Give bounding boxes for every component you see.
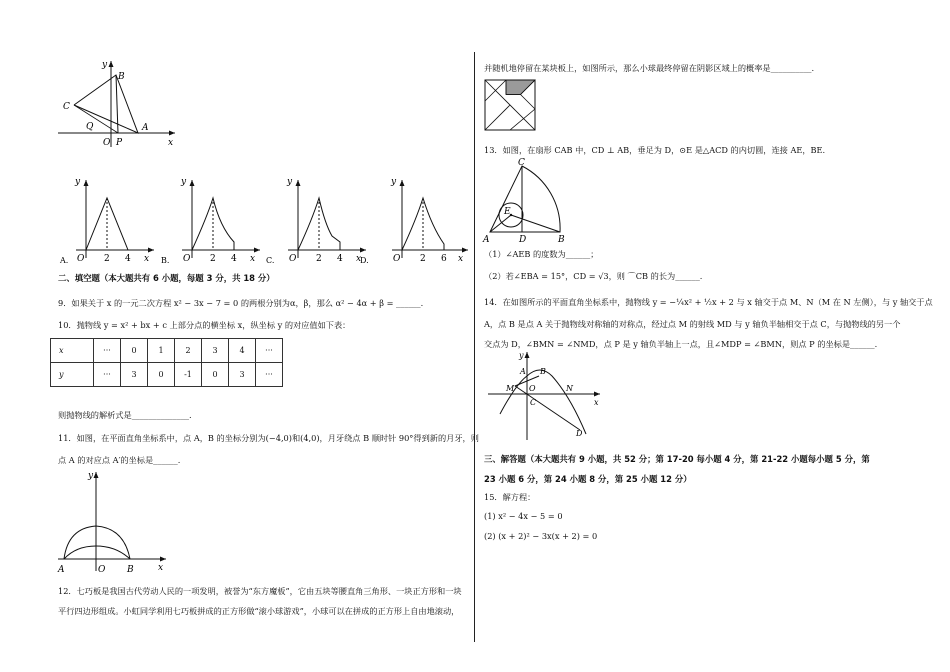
fig14-label-x: x: [594, 398, 599, 407]
axis-y: y: [287, 177, 293, 187]
axis-y: y: [391, 177, 397, 187]
origin: O: [183, 254, 191, 264]
question-13-part-1: （1）∠AEB 的度数为______；: [484, 249, 599, 259]
fig13-label-d: D: [519, 235, 527, 245]
fig11-label-x: x: [158, 563, 164, 573]
fig11-label-b: B: [127, 565, 134, 575]
option-label: B.: [161, 256, 170, 265]
question-15: 15．解方程：: [484, 492, 536, 502]
fig14-label-b: B: [540, 367, 546, 376]
fig-top-label-b: B: [118, 72, 125, 82]
section-3-title-line-2: 23 小题 6 分，第 24 小题 8 分，第 25 小题 12 分）: [484, 474, 692, 484]
option-label: D.: [360, 256, 369, 265]
option-label: C.: [266, 256, 275, 265]
tick-2: 6: [441, 254, 447, 264]
axis-x: x: [250, 254, 256, 264]
fig-top-label-a: A: [142, 123, 149, 133]
table-cell: -1: [175, 363, 202, 387]
question-10: 10．抛物线 y = x² + bx + c 上部分点的横坐标 x，纵坐标 y 的对应值如下表：: [58, 320, 351, 330]
option-graph-b: [162, 172, 266, 264]
fig-top-label-y: y: [102, 60, 108, 70]
tick-1: 2: [104, 254, 110, 264]
axis-x: x: [458, 254, 464, 264]
axis-x: x: [144, 254, 150, 264]
question-12-line-1: 12．七巧板是我国古代劳动人民的一项发明，被誉为“东方魔板”，它由五块等腰直角三角形、一块正方形和一块: [58, 586, 462, 596]
question-13-part-2: （2）若∠EBA = 15°，CD = √3，则 ⌒CB 的长为______.: [484, 271, 703, 281]
fig14-label-a: A: [520, 367, 526, 376]
figure-sector: [482, 156, 572, 244]
table-cell: 2: [175, 339, 202, 363]
table-cell: ···: [256, 363, 283, 387]
question-13: 13．如图，在扇形 CAB 中，CD ⊥ AB，垂足为 D，⊙E 是△ACD 的内切圆，连接 AE，BE.: [484, 145, 826, 155]
axis-x: x: [356, 254, 362, 264]
fig14-label-m: M: [506, 384, 515, 393]
table-cell: 3: [202, 339, 229, 363]
question-14-line-1: 14．在如图所示的平面直角坐标系中，抛物线 y = −¼x² + ½x + 2 与 x 轴交于点 M、N（M 在 N 左侧），与 y 轴交于点: [484, 297, 933, 307]
question-14-line-2: A，点 B 是点 A 关于抛物线对称轴的对称点，经过点 M 的射线 MD 与 y 轴负半轴相交于点 C，与抛物线的另一个: [484, 319, 901, 329]
fig13-label-b: B: [558, 235, 565, 245]
figure-triangle-coordinate: [50, 55, 185, 150]
fig14-label-c: C: [530, 398, 537, 407]
fig-top-label-o: O: [103, 138, 111, 148]
table-cell: 1: [148, 339, 175, 363]
option-graph-a: [56, 172, 160, 264]
question-11-line-2: 点 A 的对应点 A′的坐标是______.: [58, 455, 181, 465]
origin: O: [393, 254, 401, 264]
question-14-line-3: 交点为 D，∠BMN = ∠NMD，点 P 是 y 轴负半轴上一点，且∠MDP = ∠BMN，则点 P 的坐标是______.: [484, 339, 878, 349]
table-cell: ···: [94, 339, 121, 363]
figure-crescent: [54, 466, 179, 574]
origin: O: [77, 254, 85, 264]
figure-tangram: [482, 78, 544, 134]
question-15-part-2: (2) (x + 2)² − 3x(x + 2) = 0: [484, 531, 598, 541]
option-graph-c: [268, 172, 372, 264]
tick-2: 4: [337, 254, 343, 264]
section-2-title: 二、填空题（本大题共有 6 小题，每题 3 分，共 18 分）: [58, 273, 275, 283]
table-row: [51, 363, 283, 387]
table-cell: ···: [256, 339, 283, 363]
fig14-label-d: D: [576, 429, 583, 438]
option-label: A.: [60, 256, 69, 265]
question-12-line-2: 平行四边形组成。小虹同学利用七巧板拼成的正方形做“滚小球游戏”，小球可以在拼成的正方形上自由地滚动，: [58, 606, 460, 616]
axis-y: y: [181, 177, 187, 187]
origin: O: [289, 254, 297, 264]
table-row: [51, 339, 283, 363]
question-12-continued: 并随机地停留在某块板上，如图所示，那么小球最终停留在阴影区域上的概率是__________.: [484, 63, 815, 73]
value-table: [50, 338, 283, 387]
question-15-part-1: (1) x² − 4x − 5 = 0: [484, 511, 563, 521]
fig-top-label-x: x: [168, 138, 174, 148]
fig13-label-e: E: [504, 207, 511, 217]
table-cell: ···: [94, 363, 121, 387]
fig14-label-n: N: [566, 384, 573, 393]
question-9: 9．如果关于 x 的一元二次方程 x² − 3x − 7 = 0 的两根分别为α，β，那么 α² − 4α + β = ______.: [58, 298, 424, 308]
table-cell: x: [51, 339, 94, 363]
fig13-label-a: A: [483, 235, 490, 245]
table-cell: 0: [148, 363, 175, 387]
question-11-line-1: 11．如图，在平面直角坐标系中，点 A，B 的坐标分别为(−4,0)和(4,0)，月牙绕点 B 顺时针 90°得到新的月牙，则: [58, 433, 479, 443]
section-3-title-line-1: 三、解答题（本大题共有 9 小题，共 52 分；第 17-20 每小题 4 分，第 21-22 小题每小题 5 分，第: [484, 454, 870, 464]
option-graph-d: [360, 172, 474, 265]
tick-1: 2: [210, 254, 216, 264]
question-10-answer: 则抛物线的解析式是______________.: [58, 410, 192, 420]
fig11-label-a: A: [58, 565, 65, 575]
fig14-label-y: y: [519, 351, 524, 360]
tick-2: 4: [231, 254, 237, 264]
tick-2: 4: [125, 254, 131, 264]
table-cell: 0: [202, 363, 229, 387]
fig-top-label-p: P: [116, 138, 123, 148]
tick-1: 2: [316, 254, 322, 264]
fig-top-label-c: C: [63, 102, 70, 112]
table-cell: 3: [229, 363, 256, 387]
column-divider: [474, 52, 475, 642]
table-cell: y: [51, 363, 94, 387]
table-cell: 4: [229, 339, 256, 363]
fig-top-label-q: Q: [86, 122, 94, 132]
fig13-label-c: C: [518, 158, 525, 168]
fig11-label-y: y: [88, 471, 94, 481]
figure-parabola: [484, 350, 604, 442]
tick-1: 2: [420, 254, 426, 264]
fig11-label-o: O: [98, 565, 106, 575]
axis-y: y: [75, 177, 81, 187]
fig14-label-o: O: [529, 384, 536, 393]
table-cell: 0: [121, 339, 148, 363]
table-cell: 3: [121, 363, 148, 387]
